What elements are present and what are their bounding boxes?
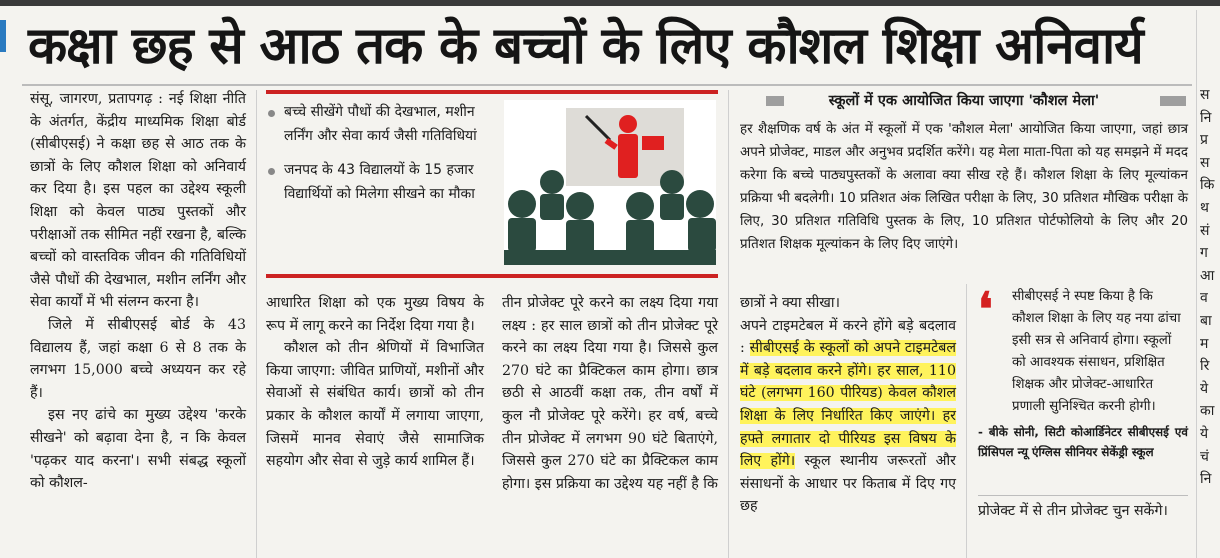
col2-paragraph-2: कौशल को तीन श्रेणियों में विभाजित किया जाएगा: जीवित प्राणियों, मशीनों और सेवाओं से संबंधित कार्य। छात्रों को तीन प्रकार के कौशल कार्यों में लगाया जाएगा, जिसमें मानव सेवाएं जैसे सामाजिक सहयोग और सेवा से जुड़े कार्य शामिल हैं। — [266, 340, 484, 470]
column-divider — [966, 284, 967, 558]
column-divider — [256, 90, 257, 558]
title-bar-left — [766, 96, 784, 106]
headline: कक्षा छह से आठ तक के बच्चों के लिए कौशल शिक्षा अनिवार्य — [28, 17, 1143, 76]
article-column-4 — [740, 292, 956, 518]
article-column-2 — [266, 292, 484, 473]
column-divider — [728, 90, 729, 558]
quote-mark-icon: ❛ — [978, 282, 993, 336]
col2-paragraph-1: आधारित शिक्षा को एक मुख्य विषय के रूप में लागू करने का निर्देश दिया गया है। — [266, 295, 484, 334]
col4-subhead: अपने टाइमटेबल में करने होंगे बड़े बदलाव : — [740, 317, 956, 357]
quote-text: सीबीएसई ने स्पष्ट किया है कि कौशल शिक्षा के लिए यह नया ढांचा इसी सत्र से अनिवार्य होगा। स्कूलों को आवश्यक संसाधन, प्रशिक्षित शिक्षक और प्रोजेक्ट-आधारित प्रणाली सुनिश्चित करनी होगी। — [1012, 289, 1181, 414]
quote-block — [978, 282, 1188, 462]
left-blue-strip — [0, 20, 6, 52]
col4-paragraph-2 — [740, 315, 956, 518]
quote-rule — [978, 495, 1188, 496]
top-rule — [0, 0, 1220, 6]
headline-rule — [22, 84, 1192, 86]
box-tail-text: प्रोजेक्ट में से तीन प्रोजेक्ट चुन सकेंगे। — [978, 503, 1168, 519]
col3-paragraph-1: तीन प्रोजेक्ट पूरे करने का लक्ष्य दिया गया लक्ष्य : हर साल छात्रों को तीन प्रोजेक्ट पूरे करने का लक्ष्य दिया गया है। जिससे कुल 270 घंटे का प्रैक्टिकल काम होगा। छात्र छठी से आठवीं कक्षा तक, तीन वर्षों में कुल नौ प्रोजेक्ट पूरे करेंगे। हर वर्ष, बच्चे तीन प्रोजेक्ट में लगभग 90 घंटे बिताएंगे, जिससे कुल 270 घंटे का प्रैक्टिकल काम होगा। इस प्रक्रिया का उद्देश्य यह नहीं है कि — [502, 295, 718, 492]
box-text: हर शैक्षणिक वर्ष के अंत में स्कूलों में एक 'कौशल मेला' आयोजित किया जाएगा, जहां छात्र अपने प्रोजेक्ट, माडल और अनुभव प्रदर्शित करेंगे। यह मेला माता-पिता को यह समझने में मदद करेगा कि बच्चे पाठ्यपुस्तकों के अलावा क्या सीख रहे हैं। कौशल शिक्षा के लिए मूल्यांकन प्रक्रिया भी बदलेगी। 10 प्रतिशत अंक लिखित परीक्षा के लिए, 30 प्रतिशत मौखिक परीक्षा के लिए, 30 प्रतिशत गतिविधि पुस्तक के लिए, 10 प्रतिशत पोर्टफोलियो के लिए और 20 प्रतिशत शिक्षक मूल्यांकन के लिए दिए जाएंगे। — [740, 122, 1188, 252]
classroom-illustration — [504, 100, 716, 265]
teacher-students-icon — [504, 100, 716, 265]
highlights-list — [266, 100, 496, 216]
article-column-1 — [30, 88, 246, 495]
col1-paragraph-2: जिले में सीबीएसई बोर्ड के 43 विद्यालय हैं, जहां कक्षा 6 से 8 तक के लगभग 15,000 बच्चे अध्ययन कर रहे हैं। — [30, 316, 246, 401]
col1-paragraph-1: संसू, जागरण, प्रतापगढ़ : नई शिक्षा नीति के अंतर्गत, केंद्रीय माध्यमिक शिक्षा बोर्ड (सीबीएसई) ने कक्षा छह से आठ तक के छात्रों के लिए कौशल शिक्षा को अनिवार्य कर दिया है। इस पहल का उद्देश्य स्कूली शिक्षा को केवल पाठ्य पुस्तकों और परीक्षाओं तक सीमित नहीं रखना है, बल्कि बच्चों को वास्तविक जीवन की गतिविधियों जैसे पौधों की देखभाल, मशीन लर्निंग और सेवा कार्यों में भी संलग्न करना है। — [30, 91, 246, 311]
col4-paragraph-1: छात्रों ने क्या सीखा। — [740, 295, 840, 311]
quote-attribution: - बीके सोनी, सिटी कोआर्डिनेटर सीबीएसई एवं प्रिंसिपल न्यू एंग्लिस सीनियर सेकेंड्री स्कूल — [978, 425, 1188, 459]
col4-rest: स्कूल स्थानीय जरूरतों और संसाधनों के आधार पर किताब में दिए गए छह — [740, 453, 956, 515]
column-divider — [1196, 10, 1197, 558]
title-bar-right — [1160, 96, 1186, 106]
next-article-fragment: स नि प्र स कि थ सं ग आ व बा म रि ये का ये चं नि — [1200, 87, 1215, 488]
highlighted-text: सीबीएसई के स्कूलों को अपने टाइमटेबल में बड़े बदलाव करने होंगे। हर साल, 110 घंटे (लगभग 160 पीरियड) केवल कौशल शिक्षा के लिए निर्धारित किए जाएंगे। हर हफ्ते लगातार दो पीरियड इस विषय के लिए होंगे। — [740, 340, 956, 470]
box-title — [740, 90, 1188, 112]
col1-paragraph-3: इस नए ढांचे का मुख्य उद्देश्य 'करके सीखने' को बढ़ावा देना है, न कि केवल 'पढ़कर याद करना'। सभी संबद्ध स्कूलों को कौशल- — [30, 407, 246, 492]
box-title-text: स्कूलों में एक आयोजित किया जाएगा 'कौशल मेला' — [828, 93, 1100, 109]
highlights-box — [266, 90, 718, 278]
highlight-item: जनपद के 43 विद्यालयों के 15 हजार विद्यार्थियों को मिलेगा सीखने का मौका — [266, 158, 496, 206]
highlight-item: बच्चे सीखेंगे पौधों की देखभाल, मशीन लर्निंग और सेवा कार्य जैसी गतिविधियां — [266, 100, 496, 148]
article-column-3 — [502, 292, 718, 495]
